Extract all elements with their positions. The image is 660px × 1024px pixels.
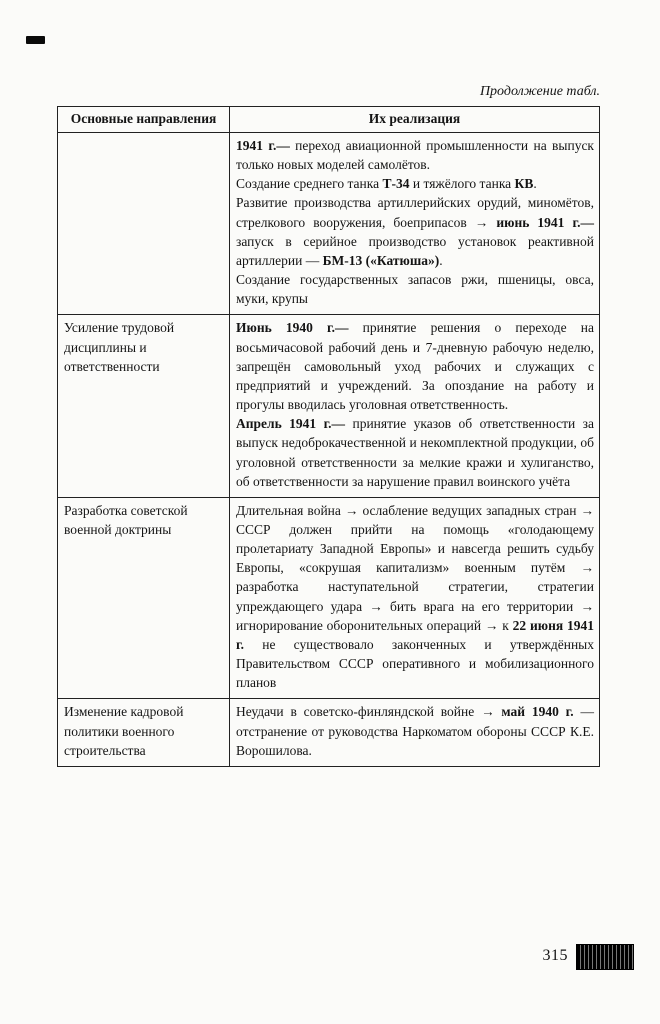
paragraph: 1941 г.— переход авиационной промышленности на выпуск только новых моделей самолётов. xyxy=(236,138,594,173)
paragraph: Июнь 1940 г.— принятие решения о переходе на восьмичасовой рабочий день и 7-дневную рабочую неделю, запрещён самовольный уход рабочих и служащих с предприятий и учреждений. За опоздание на работу и прогулы вводилась уголовная ответственность. xyxy=(236,320,595,413)
table-continuation-label: Продолжение табл. xyxy=(479,84,600,99)
paragraph: Неудачи в советско-финляндской войне → май 1940 г. — отстранение от руководства Наркоматом обороны СССР К.Е. Ворошилова. xyxy=(236,704,594,758)
paragraph: Развитие производства артиллерийских орудий, миномётов, стрелкового вооружения, боеприпасов → июнь 1941 г.— запуск в серийное производство установок реактивной артиллерии — БМ-13 («Катюша»). xyxy=(236,195,594,268)
direction-cell xyxy=(58,699,230,766)
direction-cell xyxy=(58,315,230,497)
page-number: 315 xyxy=(542,947,568,964)
table-header-row xyxy=(58,107,600,133)
table-row xyxy=(58,315,600,497)
column-header-implementation: Их реализация xyxy=(230,107,600,133)
paragraph: Создание государственных запасов ржи, пшеницы, овса, муки, крупы xyxy=(236,272,594,307)
direction-cell xyxy=(58,133,230,315)
implementation-cell xyxy=(230,133,600,315)
column-header-directions: Основные направления xyxy=(58,107,230,133)
table-row xyxy=(58,497,600,699)
page-footer xyxy=(0,944,660,972)
directions-table xyxy=(57,106,600,767)
paragraph: Создание среднего танка Т-34 и тяжёлого танка КВ. xyxy=(236,176,537,192)
scan-artifact xyxy=(26,36,45,44)
paragraph: Усиление трудовой дисциплины и ответственности xyxy=(64,320,175,374)
implementation-cell xyxy=(230,497,600,699)
implementation-cell xyxy=(230,315,600,497)
implementation-cell xyxy=(230,699,600,766)
paragraph: Апрель 1941 г.— принятие указов об ответственности за выпуск недоброкачественной и некомплектной продукции, об уголовной ответственности за мелкие кражи и хулиганство, об ответственности за нарушение правил воинского учёта xyxy=(236,416,594,489)
paragraph: Длительная война → ослабление ведущих западных стран → СССР должен прийти на помощь «голодающему пролетариату Западной Европы» и навсегда решить судьбу Европы, «сокрушая капитализм» военным путём → разработка наступательной стратегии, стратегии упреждающего удара → бить врага на его территории → игнорирование оборонительных операций → к 22 июня 1941 г. не существовало законченных и утверждённых Правительством СССР оперативного и мобилизационного планов xyxy=(236,502,594,691)
table-row xyxy=(58,699,600,766)
paragraph: Разработка советской военной доктрины xyxy=(64,502,188,537)
table-body xyxy=(58,133,600,767)
paragraph: Изменение кадровой политики военного строительства xyxy=(64,704,184,758)
printer-registration-mark xyxy=(576,944,634,970)
table-row xyxy=(58,133,600,315)
direction-cell xyxy=(58,497,230,699)
